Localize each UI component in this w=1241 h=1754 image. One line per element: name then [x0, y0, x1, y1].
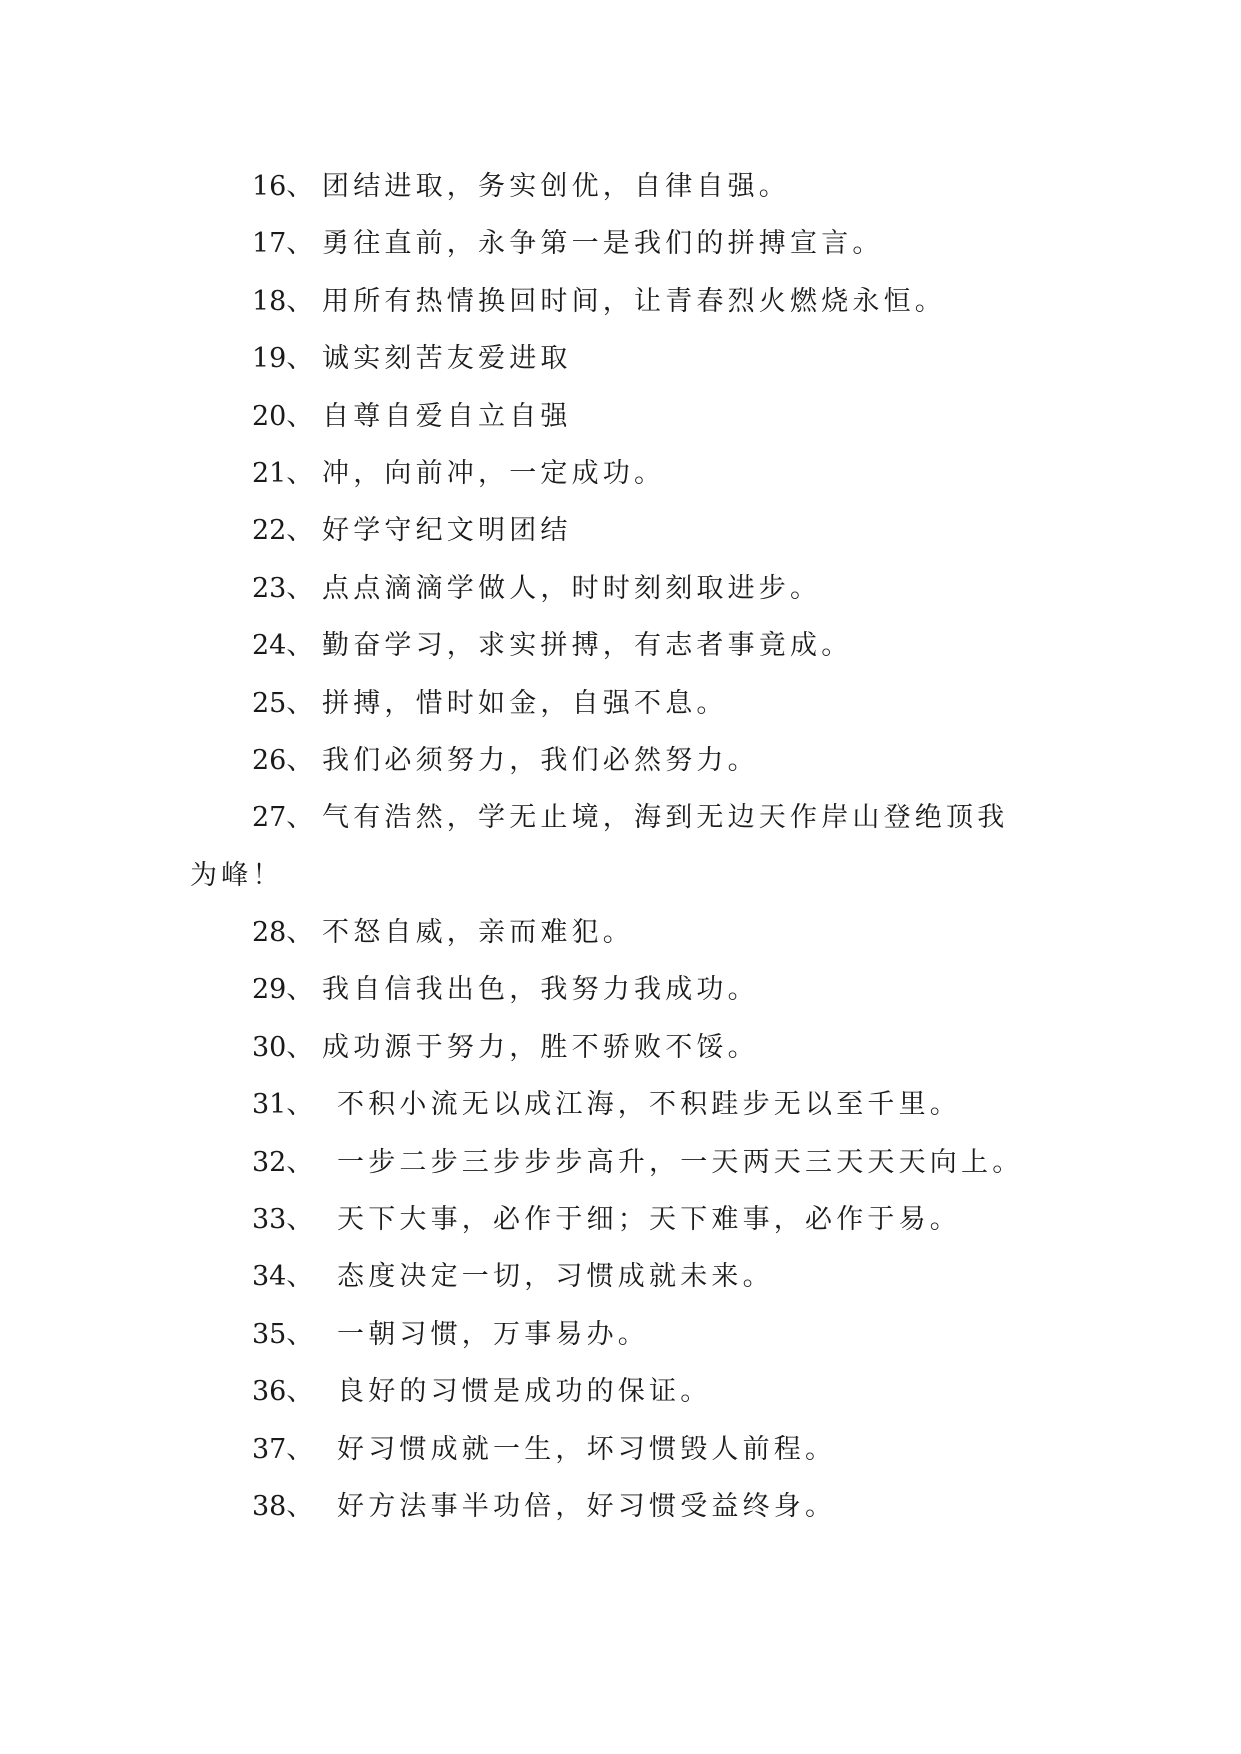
item-number: 34、	[252, 1261, 314, 1293]
item-text: 冲，向前冲，一定成功。	[322, 457, 666, 489]
item-number: 31、	[252, 1089, 314, 1121]
list-item-continuation	[0, 847, 1241, 904]
item-number: 19、	[252, 343, 314, 375]
list-item	[0, 1421, 1241, 1478]
item-text: 好学守纪文明团结	[322, 515, 572, 547]
item-text: 团结进取，务实创优，自律自强。	[322, 171, 790, 202]
item-number: 26、	[252, 744, 314, 776]
item-text: 勤奋学习，求实拼搏，有志者事竟成。	[322, 630, 853, 662]
item-number: 18、	[252, 285, 314, 317]
item-number: 22、	[252, 515, 314, 547]
item-number: 32、	[252, 1146, 314, 1178]
item-text: 不积小流无以成江海，不积跬步无以至千里。	[337, 1089, 961, 1121]
item-number: 23、	[252, 572, 314, 604]
item-number: 35、	[252, 1318, 314, 1350]
item-number: 20、	[252, 400, 314, 432]
item-number: 30、	[252, 1031, 314, 1063]
list-item	[0, 1248, 1241, 1305]
item-text: 诚实刻苦友爱进取	[322, 343, 572, 375]
list-item	[0, 789, 1241, 846]
list-item	[0, 1363, 1241, 1420]
list-item	[0, 1191, 1241, 1248]
list-item	[0, 675, 1241, 732]
list-item	[0, 1019, 1241, 1076]
list-item	[0, 273, 1241, 330]
item-number: 29、	[252, 974, 314, 1006]
item-text: 天下大事，必作于细；天下难事，必作于易。	[337, 1204, 961, 1236]
item-text: 不怒自威，亲而难犯。	[322, 917, 634, 949]
item-text: 一朝习惯，万事易办。	[337, 1318, 649, 1350]
item-number: 28、	[252, 917, 314, 949]
list-item	[0, 904, 1241, 961]
item-text: 自尊自爱自立自强	[322, 400, 572, 432]
list-item	[0, 445, 1241, 502]
item-number: 37、	[252, 1433, 314, 1465]
item-text: 好方法事半功倍，好习惯受益终身。	[337, 1490, 837, 1522]
item-number: 25、	[252, 687, 314, 719]
list-item	[0, 961, 1241, 1018]
item-number: 24、	[252, 630, 314, 662]
item-number: 16、	[252, 171, 314, 202]
item-text: 良好的习惯是成功的保证。	[337, 1376, 712, 1408]
item-text: 一步二步三步步步高升，一天两天三天天天向上。	[337, 1146, 1024, 1178]
list-item	[0, 732, 1241, 789]
item-text: 拼搏，惜时如金，自强不息。	[322, 687, 728, 719]
item-number: 33、	[252, 1204, 314, 1236]
item-text: 我自信我出色，我努力我成功。	[322, 974, 759, 1006]
list-item	[0, 560, 1241, 617]
item-text: 好习惯成就一生，坏习惯毁人前程。	[337, 1433, 837, 1465]
item-text: 用所有热情换回时间，让青春烈火燃烧永恒。	[322, 285, 946, 317]
item-number: 36、	[252, 1376, 314, 1408]
list-item	[0, 215, 1241, 272]
list-item	[0, 1076, 1241, 1133]
list-item	[0, 502, 1241, 559]
item-text: 成功源于努力，胜不骄败不馁。	[322, 1031, 759, 1063]
item-number: 38、	[252, 1490, 314, 1522]
item-number: 27、	[252, 802, 314, 834]
list-item	[0, 1134, 1241, 1191]
list-item	[0, 388, 1241, 445]
item-text: 我们必须努力，我们必然努力。	[322, 744, 759, 776]
item-text: 点点滴滴学做人，时时刻刻取进步。	[322, 572, 822, 604]
item-number: 17、	[252, 228, 314, 260]
list-item	[0, 617, 1241, 674]
list-item	[0, 1478, 1241, 1535]
item-text: 气有浩然，学无止境，海到无边天作岸山登绝顶我	[322, 802, 1009, 834]
slogan-list	[0, 158, 1241, 1535]
list-item	[0, 330, 1241, 387]
item-number: 21、	[252, 457, 314, 489]
list-item	[0, 1306, 1241, 1363]
item-text: 勇往直前，永争第一是我们的拼搏宣言。	[322, 228, 884, 260]
item-text: 为峰！	[190, 859, 284, 891]
item-text: 态度决定一切，习惯成就未来。	[337, 1261, 774, 1293]
list-item	[0, 158, 1241, 215]
